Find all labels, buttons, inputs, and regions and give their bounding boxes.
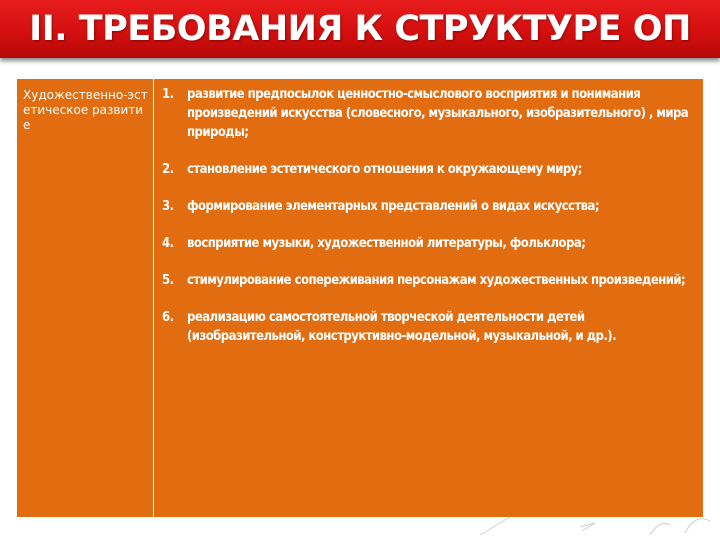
list-item	[162, 197, 693, 216]
list-item	[162, 271, 693, 290]
item-number: 5.	[162, 273, 174, 288]
item-text: стимулирование сопереживания персонажам художественных произведений;	[187, 273, 686, 288]
slide-title: II. ТРЕБОВАНИЯ К СТРУКТУРЕ ОП	[29, 9, 691, 49]
item-number: 6.	[162, 310, 174, 325]
item-number: 3.	[162, 199, 174, 214]
item-number: 4.	[162, 236, 174, 251]
item-text: становление эстетического отношения к окружающему миру;	[187, 162, 582, 177]
requirements-table	[16, 78, 704, 518]
item-text: формирование элементарных представлений о видах искусства;	[187, 199, 599, 214]
category-cell	[17, 79, 154, 518]
category-label: Художественно-эстетическое развитие	[23, 88, 148, 132]
requirements-list	[162, 85, 693, 346]
list-item	[162, 85, 693, 142]
requirements-cell	[154, 79, 704, 518]
item-number: 1.	[162, 87, 174, 102]
item-text: реализацию самостоятельной творческой деятельности детей (изобразительной, конструктивно-модельной, музыкальной, и др.).	[187, 310, 616, 344]
table-row	[17, 79, 704, 518]
title-bar	[0, 0, 720, 58]
list-item	[162, 160, 693, 179]
list-item	[162, 234, 693, 253]
item-text: восприятие музыки, художественной литературы, фольклора;	[187, 236, 586, 251]
item-number: 2.	[162, 162, 174, 177]
item-text: развитие предпосылок ценностно-смыслового восприятия и понимания произведений искусства (словесного, музыкального, изобразительного) , мира природы;	[187, 87, 689, 140]
decorative-scribble	[470, 505, 720, 540]
list-item	[162, 308, 693, 346]
